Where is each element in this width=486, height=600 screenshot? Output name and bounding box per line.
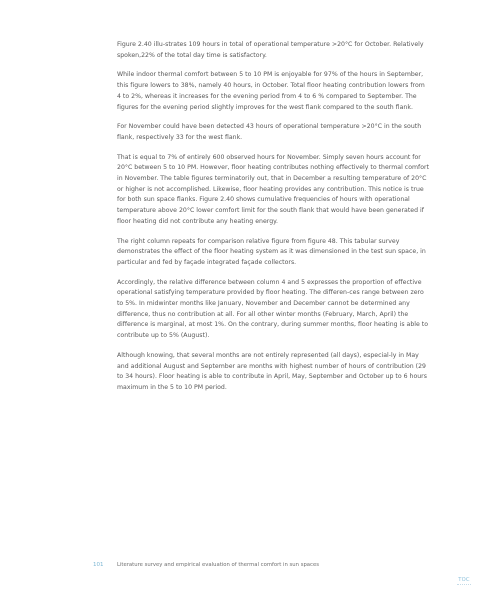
running-title: Literature survey and empirical evaluation of thermal comfort in sun spaces [117,562,319,568]
toc-label: TOC [458,577,470,583]
paragraph-7: Although knowing, that several months are not entirely represented (all days), especial-ly in May and additional August and September are months with highest number of hours of contribution (29 to 34 hours). Floor heating is able to contribute in April, May, September and October up to 6 hours maximum in the 5 to 10 PM period. [117,351,427,391]
toc-dots-divider [457,584,471,588]
toc-link[interactable] [455,577,473,588]
paragraph-4: That is equal to 7% of entirely 600 observed hours for November. Simply seven hours account for 20°C between 5 to 10 PM. However, floor heating contributes nothing effectively to thermal comfort in November. The table figures terminatorily out, that in December a resulting temperature of 20°C or higher is not accomplished. Likewise, floor heating provides any contribution. This notice is true for both sun space flanks. Figure 2.40 shows cumulative frequencies of hours with operational temperature above 20°C lower comfort limit for the south flank that would have been generated if floor heating did not contribute any heating energy. [117,153,430,225]
paragraph-3: For November could have been detected 43 hours of operational temperature >20°C in the south flank, respectively 33 for the west flank. [117,123,422,141]
paragraph-2: While indoor thermal comfort between 5 to 10 PM is enjoyable for 97% of the hours in September, this figure lowers to 38%, namely 40 hours, in October. Total floor heating contribution lowers from 4 to 2%, whereas it increases for the evening period from 4 to 6 % compared to September. The figures for the evening period slightly improves for the west flank compared to the south flank. [117,71,425,111]
page-footer [0,561,486,573]
page-number: 101 [93,562,104,568]
page-body [117,40,429,403]
paragraph-5: The right column repeats for comparison relative figure from figure 48. This tabular survey demonstrates the effect of the floor heating system as it was dimensioned in the test sun space, in particular and fed by façade integrated façade collectors. [117,237,426,266]
paragraph-6: Accordingly, the relative difference between column 4 and 5 expresses the proportion of effective operational satisfying temperature provided by floor heating. The differen-ces range between zero to 5%. In midwinter months like January, November and December cannot be determined any difference, thus no contribution at all. For all other winter months (February, March, April) the difference is marginal, at most 1%. On the contrary, during summer months, floor heating is able to contribute up to 5% (August). [117,278,429,340]
paragraph-1: Figure 2.40 illu-strates 109 hours in total of operational temperature >20°C for October. Relatively spoken,22% of the total day time is satisfactory. [117,41,424,59]
